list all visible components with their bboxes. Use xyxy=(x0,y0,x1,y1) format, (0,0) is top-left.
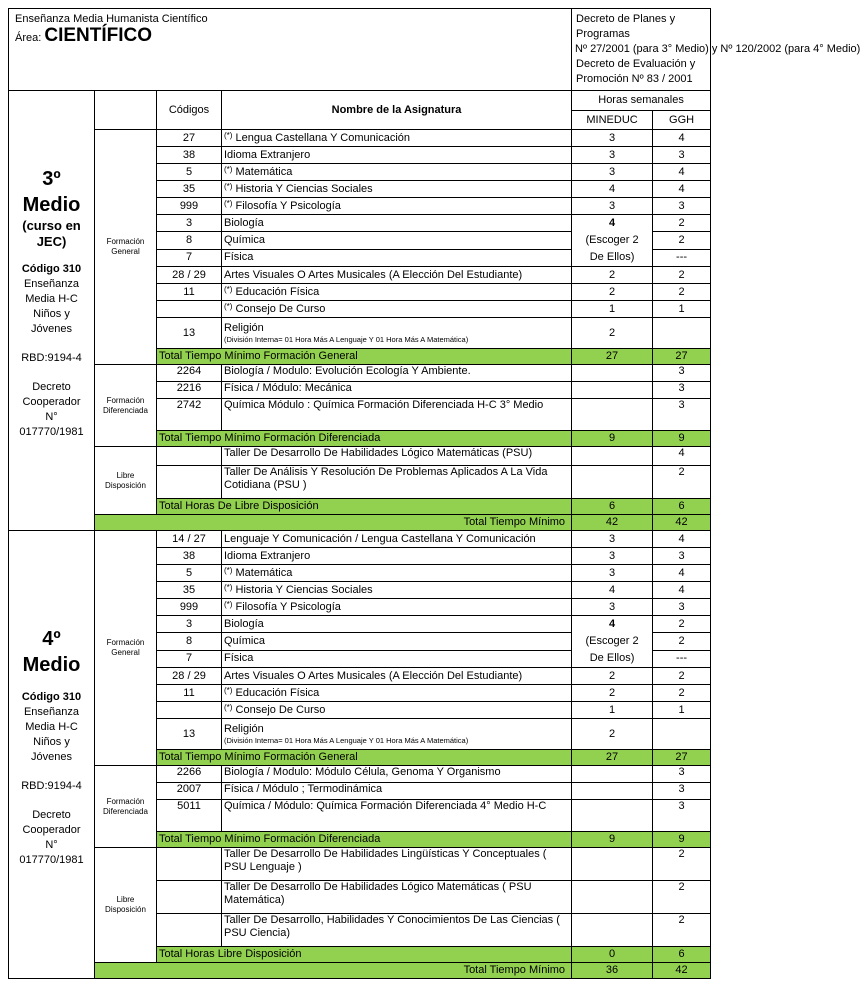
g4-total-libre-row-ggh: 6 xyxy=(653,947,711,963)
subject-name: Física xyxy=(224,652,254,665)
subject-name: Física xyxy=(224,251,254,264)
g3-general-row-8-code: 28 / 29 xyxy=(157,267,222,284)
g4-religion-row-mineduc: 2 xyxy=(572,719,653,750)
grade-4-cell xyxy=(9,531,95,979)
grade-3-title-3: (curso en xyxy=(22,218,81,233)
g4-libre-row-1-ggh: 2 xyxy=(653,881,711,914)
grade-4-type1: Enseñanza xyxy=(23,706,80,718)
g3-general-row-4-code: 999 xyxy=(157,198,222,215)
g4-general-row-9-mineduc: 2 xyxy=(572,685,653,702)
grade-4-rbd: RBD:9194-4 xyxy=(21,780,82,792)
decree-line-1: Decreto de Planes y Programas xyxy=(576,13,676,40)
g4-general-row-7-code: 7 xyxy=(157,650,222,667)
section-header-blank xyxy=(95,91,157,130)
grade-3-type-2: Media H-C xyxy=(25,293,78,305)
g3-general-row-2-subject xyxy=(222,164,572,181)
g4-general-row-10-code xyxy=(157,702,222,719)
g4-general-row-2-code: 5 xyxy=(157,565,222,582)
g4-total-general-row-label: Total Tiempo Mínimo Formación General xyxy=(157,750,572,766)
g3-religion-row-ggh xyxy=(653,318,711,349)
g3-total-general-row-mineduc: 27 xyxy=(572,349,653,365)
g3-general-row-0-mineduc: 3 xyxy=(572,130,653,147)
g4-libre-row-2-subject: Taller De Desarrollo, Habilidades Y Conocimientos De Las Ciencias ( PSU Ciencia) xyxy=(222,914,572,947)
note-mark: (*) xyxy=(224,130,233,140)
religion-note: (División Interna= 01 Hora Más A Lenguaje Y 01 Hora Más A Matemática) xyxy=(224,335,469,344)
g4-general-row-10-mineduc: 1 xyxy=(572,702,653,719)
g4-general-row-6-ggh: 2 xyxy=(653,633,711,650)
g3-general-row-10-mineduc: 1 xyxy=(572,301,653,318)
g4-general-row-3-code: 35 xyxy=(157,582,222,599)
subject-name: Matemática xyxy=(235,165,293,178)
subject-name: Matemática xyxy=(235,566,293,579)
note-mark: (*) xyxy=(224,565,233,575)
g3-total-general-row-ggh: 27 xyxy=(653,349,711,365)
g4-general-row-0-code: 14 / 27 xyxy=(157,531,222,548)
g3-general-row-1-mineduc: 3 xyxy=(572,147,653,164)
decree-line-3: Decreto de Evaluación y Promoción Nº 83 / 2001 xyxy=(576,58,696,85)
grade-4-dec1: Decreto xyxy=(32,809,71,821)
g3-general-row-10-subject xyxy=(222,301,572,318)
g3-general-row-1-code: 38 xyxy=(157,147,222,164)
g3-total-min-row-ggh: 42 xyxy=(653,515,711,531)
g4-general-row-6-code: 8 xyxy=(157,633,222,650)
g3-general-row-3-ggh: 4 xyxy=(653,181,711,198)
g4-dif-row-1-mineduc xyxy=(572,783,653,800)
note-mark: (*) xyxy=(224,685,233,695)
curriculum-table xyxy=(8,8,860,979)
g4-general-row-7-subject xyxy=(222,650,572,667)
g3-libre-row-0 xyxy=(9,447,711,466)
g3-religion-row-mineduc: 2 xyxy=(572,318,653,349)
g4-general-row-1-subject xyxy=(222,548,572,565)
g4-general-row-0 xyxy=(9,531,711,548)
g4-general-row-9-ggh: 2 xyxy=(653,685,711,702)
g3-religion-row-code: 13 xyxy=(157,318,222,349)
g4-general-row-8-ggh: 2 xyxy=(653,668,711,685)
g4-section-libre: Libre Disposición xyxy=(95,848,157,963)
subject-name: Idioma Extranjero xyxy=(224,549,311,562)
g4-libre-row-0 xyxy=(9,848,711,881)
note-mark: (*) xyxy=(224,284,233,294)
decree-cell xyxy=(572,9,860,91)
g3-libre-row-0-subject: Taller De Desarrollo De Habilidades Lógico Matemáticas (PSU) xyxy=(222,447,572,466)
g3-libre-row-0-ggh: 4 xyxy=(653,447,711,466)
g3-dif-row-2-subject: Química Módulo : Química Formación Diferenciada H-C 3° Medio xyxy=(222,399,572,431)
g4-general-row-0-subject xyxy=(222,531,572,548)
g4-total-general-row-mineduc: 27 xyxy=(572,750,653,766)
g3-general-row-2-code: 5 xyxy=(157,164,222,181)
g4-general-row-4-mineduc: 3 xyxy=(572,599,653,616)
g3-total-min-row xyxy=(9,515,711,531)
note-mark: (*) xyxy=(224,301,233,311)
g3-general-row-4-mineduc: 3 xyxy=(572,198,653,215)
grade-4-type2: Media H-C xyxy=(25,721,78,733)
science-hours-line-2: (Escoger 2 xyxy=(585,635,639,647)
subject-name: Idioma Extranjero xyxy=(224,148,311,161)
g3-dif-row-2-mineduc xyxy=(572,399,653,431)
subject-name: Consejo De Curso xyxy=(235,703,326,716)
g4-general-row-0-mineduc: 3 xyxy=(572,531,653,548)
grade-3-type-1: Enseñanza xyxy=(23,278,80,290)
g4-general-row-9-code: 11 xyxy=(157,685,222,702)
g4-libre-row-0-mineduc xyxy=(572,848,653,881)
g3-dif-row-1-subject: Física / Módulo: Mecánica xyxy=(222,382,572,399)
grade-4-type3: Niños y xyxy=(33,736,70,748)
area-label: Área: xyxy=(15,32,42,44)
g3-general-row-0-subject xyxy=(222,130,572,147)
grade-4-dec3: N° xyxy=(45,839,58,851)
g3-general-row-8-mineduc: 2 xyxy=(572,267,653,284)
g3-general-row-9-ggh: 2 xyxy=(653,284,711,301)
g4-general-row-2-mineduc: 3 xyxy=(572,565,653,582)
g4-libre-row-2-ggh: 2 xyxy=(653,914,711,947)
g3-general-row-5-code: 3 xyxy=(157,215,222,232)
g4-dif-row-2-subject: Química / Módulo: Química Formación Diferenciada 4° Medio H-C xyxy=(222,800,572,832)
g4-libre-row-0-subject: Taller De Desarrollo De Habilidades Lingüísticas Y Conceptuales ( PSU Lenguaje ) xyxy=(222,848,572,881)
hours-header: Horas semanales xyxy=(572,91,711,111)
g3-libre-row-0-code xyxy=(157,447,222,466)
g3-general-row-8-subject xyxy=(222,267,572,284)
g4-general-row-1-code: 38 xyxy=(157,548,222,565)
g4-general-row-7-ggh: --- xyxy=(653,650,711,667)
subject-name: Educación Física xyxy=(235,285,320,298)
g3-libre-row-1-ggh: 2 xyxy=(653,466,711,499)
g3-section-dif: Formación Diferenciada xyxy=(95,365,157,447)
g4-general-row-9-subject xyxy=(222,685,572,702)
g3-general-row-10-code xyxy=(157,301,222,318)
header-row xyxy=(9,9,711,91)
g4-general-row-5-subject xyxy=(222,616,572,633)
grade-3-title-2: Medio xyxy=(22,194,81,216)
g3-total-min-row-label: Total Tiempo Mínimo xyxy=(95,515,572,531)
g4-dif-row-0-ggh: 3 xyxy=(653,766,711,783)
g4-section-dif: Formación Diferenciada xyxy=(95,766,157,848)
g3-general-row-9-code: 11 xyxy=(157,284,222,301)
g3-general-row-7-subject xyxy=(222,249,572,266)
g3-general-row-3-code: 35 xyxy=(157,181,222,198)
grade-3-rbd: RBD:9194-4 xyxy=(21,352,82,364)
mineduc-header: MINEDUC xyxy=(572,111,653,130)
subject-name: Filosofía Y Psicología xyxy=(235,199,341,212)
grade-4-dec2: Cooperador xyxy=(22,824,81,836)
g3-general-row-6-ggh: 2 xyxy=(653,232,711,249)
note-mark: (*) xyxy=(224,599,233,609)
g3-total-min-row-mineduc: 42 xyxy=(572,515,653,531)
g3-general-row-2-ggh: 4 xyxy=(653,164,711,181)
g3-general-row-0-ggh: 4 xyxy=(653,130,711,147)
g4-general-row-5-code: 3 xyxy=(157,616,222,633)
g4-general-row-3-subject xyxy=(222,582,572,599)
subject-name: Química xyxy=(224,634,265,647)
g4-general-row-8-mineduc: 2 xyxy=(572,668,653,685)
g4-dif-row-2-code: 5011 xyxy=(157,800,222,832)
g3-total-libre-row-label: Total Horas De Libre Disposición xyxy=(157,499,572,515)
g3-dif-row-2-ggh: 3 xyxy=(653,399,711,431)
g4-libre-row-1-subject: Taller De Desarrollo De Habilidades Lógico Matemáticas ( PSU Matemática) xyxy=(222,881,572,914)
grade-3-type-3: Niños y xyxy=(33,308,70,320)
g4-general-row-8-subject xyxy=(222,668,572,685)
g4-general-row-10-subject xyxy=(222,702,572,719)
g3-dif-row-0-ggh: 3 xyxy=(653,365,711,382)
g3-general-row-7-ggh: --- xyxy=(653,249,711,266)
note-mark: (*) xyxy=(224,198,233,208)
g4-libre-row-1-mineduc xyxy=(572,881,653,914)
g3-dif-row-0 xyxy=(9,365,711,382)
g4-total-min-row-mineduc: 36 xyxy=(572,963,653,979)
subject-name: Educación Física xyxy=(235,686,320,699)
g4-general-row-3-mineduc: 4 xyxy=(572,582,653,599)
grade-3-code: Código 310 xyxy=(21,263,82,275)
g3-general-row-4-ggh: 3 xyxy=(653,198,711,215)
g4-religion-row-subject xyxy=(222,719,572,750)
g3-general-row-0 xyxy=(9,130,711,147)
grade-4-title1: 4º xyxy=(42,628,61,650)
g3-libre-row-1-mineduc xyxy=(572,466,653,499)
g3-libre-row-0-mineduc xyxy=(572,447,653,466)
g3-general-row-6-code: 8 xyxy=(157,232,222,249)
g4-dif-row-2-ggh: 3 xyxy=(653,800,711,832)
g3-dif-row-0-subject: Biología / Modulo: Evolución Ecología Y Ambiente. xyxy=(222,365,572,382)
g4-general-row-4-subject xyxy=(222,599,572,616)
grade-3-title-4: JEC) xyxy=(36,234,67,249)
g4-libre-row-0-ggh: 2 xyxy=(653,848,711,881)
g3-dif-row-1-mineduc xyxy=(572,382,653,399)
g4-total-dif-row-label: Total Tiempo Mínimo Formación Diferenciada xyxy=(157,832,572,848)
g4-section-general: Formación General xyxy=(95,531,157,766)
g4-libre-row-0-code xyxy=(157,848,222,881)
grade-3-title-1: 3º xyxy=(42,168,61,190)
grade-3-cell xyxy=(9,91,95,531)
g3-general-row-10-ggh: 1 xyxy=(653,301,711,318)
g3-total-libre-row-ggh: 6 xyxy=(653,499,711,515)
grade-4-code_label: Código 310 xyxy=(21,691,82,703)
subject-name: Química xyxy=(224,233,265,246)
g4-total-libre-row-label: Total Horas Libre Disposición xyxy=(157,947,572,963)
g4-general-row-8-code: 28 / 29 xyxy=(157,668,222,685)
g3-total-general-row-label: Total Tiempo Mínimo Formación General xyxy=(157,349,572,365)
note-mark: (*) xyxy=(224,181,233,191)
grade-4-title2: Medio xyxy=(22,654,81,676)
codes-header: Códigos xyxy=(157,91,222,130)
g4-dif-row-0-subject: Biología / Modulo: Módulo Célula, Genoma Y Organismo xyxy=(222,766,572,783)
g4-religion-row-code: 13 xyxy=(157,719,222,750)
g3-general-row-6-subject xyxy=(222,232,572,249)
g4-dif-row-0-mineduc xyxy=(572,766,653,783)
g3-section-libre: Libre Disposición xyxy=(95,447,157,515)
g3-general-row-3-subject xyxy=(222,181,572,198)
subject-name: Lenguaje Y Comunicación / Lengua Castellana Y Comunicación xyxy=(224,532,536,545)
science-hours-line-1: 4 xyxy=(608,217,616,229)
g3-dif-row-0-mineduc xyxy=(572,365,653,382)
g3-general-row-2-mineduc: 3 xyxy=(572,164,653,181)
g3-dif-row-2-code: 2742 xyxy=(157,399,222,431)
page xyxy=(8,8,860,979)
subject-name: Historia Y Ciencias Sociales xyxy=(235,583,373,596)
g4-total-libre-row-mineduc: 0 xyxy=(572,947,653,963)
grade-3-type-4: Jóvenes xyxy=(31,323,72,335)
grade-4-dec4: 017770/1981 xyxy=(19,854,84,866)
g3-science-hours xyxy=(572,215,653,267)
note-mark: (*) xyxy=(224,164,233,174)
g4-libre-row-2-mineduc xyxy=(572,914,653,947)
g4-dif-row-1-ggh: 3 xyxy=(653,783,711,800)
g4-dif-row-2-mineduc xyxy=(572,800,653,832)
g3-total-dif-row-mineduc: 9 xyxy=(572,431,653,447)
g3-general-row-4-subject xyxy=(222,198,572,215)
g3-dif-row-1-ggh: 3 xyxy=(653,382,711,399)
subject-name: Artes Visuales O Artes Musicales (A Elección Del Estudiante) xyxy=(224,268,523,281)
g4-general-row-2-ggh: 4 xyxy=(653,565,711,582)
g4-libre-row-2-code xyxy=(157,914,222,947)
g3-libre-row-1-code xyxy=(157,466,222,499)
g3-libre-row-1-subject: Taller De Análisis Y Resolución De Problemas Aplicados A La Vida Cotidiana (PSU ) xyxy=(222,466,572,499)
g3-religion-row-subject xyxy=(222,318,572,349)
grade-3-decree-4: 017770/1981 xyxy=(19,426,84,438)
subject-name: Artes Visuales O Artes Musicales (A Elección Del Estudiante) xyxy=(224,669,523,682)
g3-general-row-9-mineduc: 2 xyxy=(572,284,653,301)
ggh-header: GGH xyxy=(653,111,711,130)
subject-name: Biología xyxy=(224,216,264,229)
g4-general-row-1-mineduc: 3 xyxy=(572,548,653,565)
g4-general-row-4-code: 999 xyxy=(157,599,222,616)
school-cell xyxy=(9,9,572,91)
g3-general-row-1-ggh: 3 xyxy=(653,147,711,164)
g3-general-row-8-ggh: 2 xyxy=(653,267,711,284)
g3-general-row-7-code: 7 xyxy=(157,249,222,266)
g3-total-libre-row-mineduc: 6 xyxy=(572,499,653,515)
g4-religion-row-ggh xyxy=(653,719,711,750)
decree-line-2: Nº 27/2001 (para 3° Medio) y Nº 120/2002 (para 4° Medio) xyxy=(575,43,860,55)
grade-4-type4: Jóvenes xyxy=(31,751,72,763)
g4-general-row-0-ggh: 4 xyxy=(653,531,711,548)
g4-libre-row-1-code xyxy=(157,881,222,914)
g3-general-row-3-mineduc: 4 xyxy=(572,181,653,198)
g4-total-min-row xyxy=(9,963,711,979)
g3-total-dif-row-label: Total Tiempo Mínimo Formación Diferenciada xyxy=(157,431,572,447)
g3-dif-row-0-code: 2264 xyxy=(157,365,222,382)
g4-dif-row-1-subject: Física / Módulo ; Termodinámica xyxy=(222,783,572,800)
g3-general-row-5-subject xyxy=(222,215,572,232)
grade-3-decree-3: N° xyxy=(45,411,58,423)
g4-general-row-10-ggh: 1 xyxy=(653,702,711,719)
g3-general-row-9-subject xyxy=(222,284,572,301)
g3-section-general: Formación General xyxy=(95,130,157,365)
g4-general-row-4-ggh: 3 xyxy=(653,599,711,616)
grade-3-decree-2: Cooperador xyxy=(22,396,81,408)
subject-name: Filosofía Y Psicología xyxy=(235,600,341,613)
science-hours-line-3: De Ellos) xyxy=(589,652,635,664)
note-mark: (*) xyxy=(224,582,233,592)
g3-general-row-5-ggh: 2 xyxy=(653,215,711,232)
subject-header: Nombre de la Asignatura xyxy=(222,91,572,130)
g3-dif-row-1-code: 2216 xyxy=(157,382,222,399)
science-hours-line-1: 4 xyxy=(608,618,616,630)
religion-name: Religión xyxy=(224,322,264,334)
g4-general-row-5-ggh: 2 xyxy=(653,616,711,633)
subject-name: Biología xyxy=(224,617,264,630)
grade-3-decree-1: Decreto xyxy=(32,381,71,393)
g4-general-row-6-subject xyxy=(222,633,572,650)
religion-note: (División Interna= 01 Hora Más A Lenguaje Y 01 Hora Más A Matemática) xyxy=(224,736,469,745)
g3-total-dif-row-ggh: 9 xyxy=(653,431,711,447)
g3-general-row-1-subject xyxy=(222,147,572,164)
g4-general-row-3-ggh: 4 xyxy=(653,582,711,599)
g4-total-general-row-ggh: 27 xyxy=(653,750,711,766)
g4-dif-row-0 xyxy=(9,766,711,783)
g4-general-row-1-ggh: 3 xyxy=(653,548,711,565)
column-header-row xyxy=(9,91,711,111)
g4-total-dif-row-ggh: 9 xyxy=(653,832,711,848)
g4-dif-row-0-code: 2266 xyxy=(157,766,222,783)
g3-general-row-0-code: 27 xyxy=(157,130,222,147)
g4-science-hours xyxy=(572,616,653,668)
science-hours-line-2: (Escoger 2 xyxy=(585,234,639,246)
note-mark: (*) xyxy=(224,702,233,712)
g4-dif-row-1-code: 2007 xyxy=(157,783,222,800)
science-hours-line-3: De Ellos) xyxy=(589,251,635,263)
religion-name: Religión xyxy=(224,723,264,735)
g4-general-row-2-subject xyxy=(222,565,572,582)
subject-name: Historia Y Ciencias Sociales xyxy=(235,182,373,195)
school-name: Enseñanza Media Humanista Científico xyxy=(15,13,208,25)
g4-total-min-row-ggh: 42 xyxy=(653,963,711,979)
subject-name: Consejo De Curso xyxy=(235,302,326,315)
g4-total-min-row-label: Total Tiempo Mínimo xyxy=(95,963,572,979)
area-value: CIENTÍFICO xyxy=(44,25,153,46)
subject-name: Lengua Castellana Y Comunicación xyxy=(235,131,411,144)
g4-total-dif-row-mineduc: 9 xyxy=(572,832,653,848)
